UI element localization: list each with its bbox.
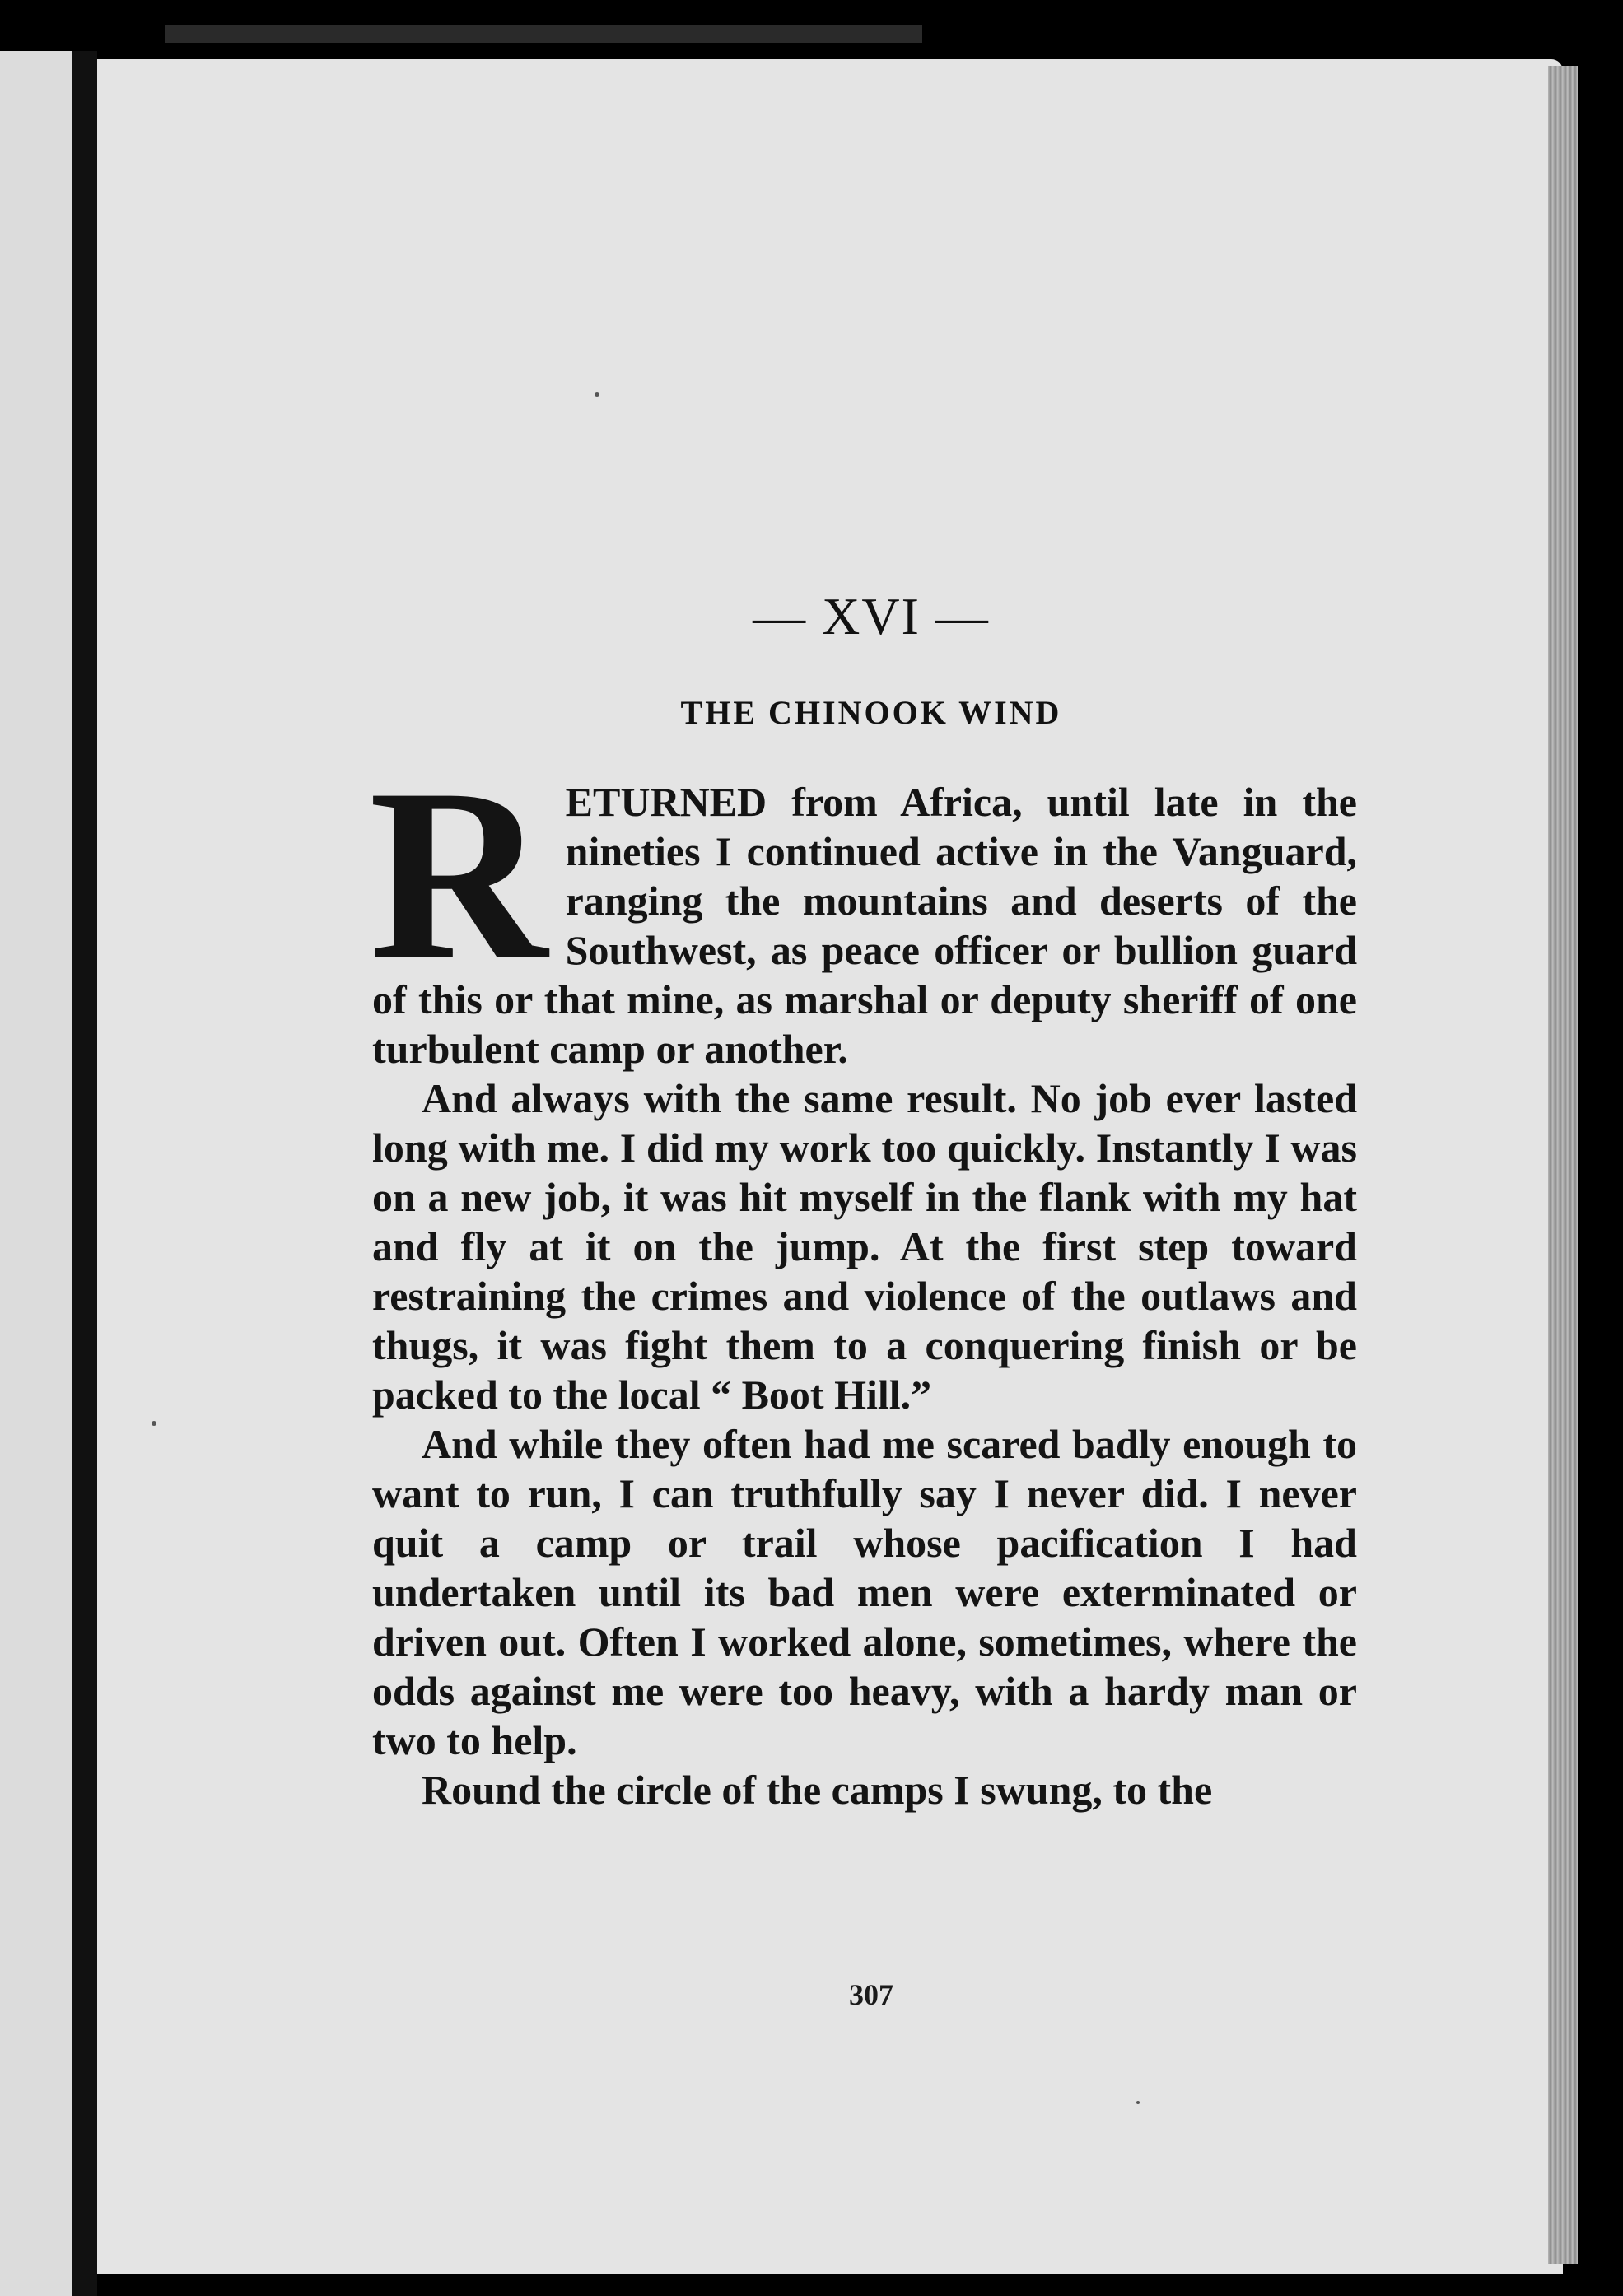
paragraph-3: And while they often had me scared badly enough to want to run, I can truthfully say I never did. I never quit a camp or trail whose pacification I had undertaken until its bad men were exterminated or driven out. Often I worked alone, sometimes, where the odds against me were too heavy, with a hardy man or two to help. — [372, 1421, 1357, 1763]
paragraph-4: Round the circle of the camps I swung, to the — [422, 1767, 1213, 1813]
book-spine — [72, 51, 97, 2296]
paragraph-1 — [369, 738, 1357, 1073]
left-page-edge — [0, 51, 72, 2296]
drop-cap: R — [369, 738, 548, 1011]
book-page — [97, 59, 1563, 2274]
chapter-number: — XVI — — [753, 587, 990, 645]
dust-speck — [1136, 2101, 1140, 2104]
chapter-body — [369, 738, 1357, 1814]
paragraph-1-text: ETURNED from Africa, until late in the nineties I continued active in the Vanguard, ranging the mountains and deserts of the Southwest, as peace officer or bullion guard of this or that mine, as marshal or deputy sheriff of one turbulent camp or another. — [372, 779, 1357, 1072]
page-number: 307 — [849, 1978, 893, 2011]
scan-top-strip — [165, 25, 922, 43]
paragraph-2: And always with the same result. No job ever lasted long with me. I did my work too quickly. Instantly I was on a new job, it was hit myself in the flank with my hat and fly at it on the jump. At the first step toward restraining the crimes and violence of the outlaws and thugs, it was fight them to a conquering finish or be packed to the local “ Boot Hill.” — [372, 1075, 1357, 1418]
chapter-title: THE CHINOOK WIND — [680, 694, 1062, 731]
dust-speck — [595, 392, 599, 397]
dust-speck — [152, 1421, 156, 1426]
page-stack-edge — [1548, 66, 1578, 2264]
